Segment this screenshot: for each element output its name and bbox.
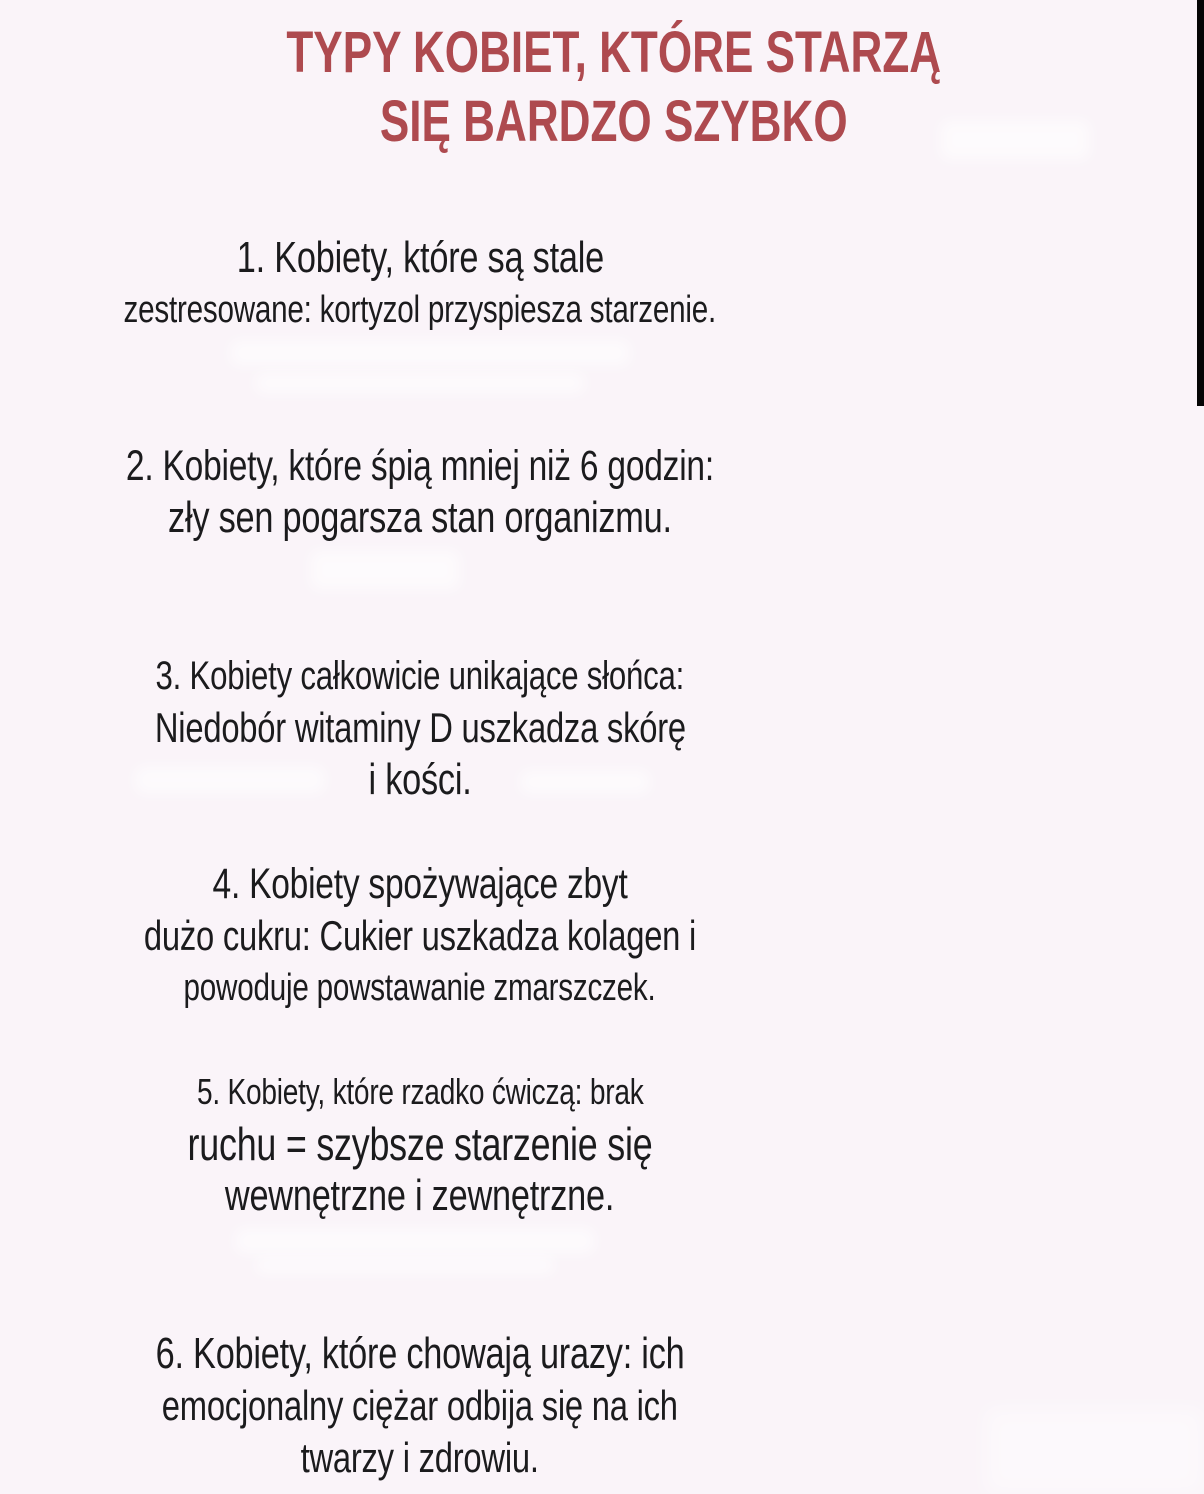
list-item-5-line-1: 5. Kobiety, które rzadko ćwiczą: brak — [196, 1071, 644, 1112]
list-item-5-line-3: wewnętrzne i zewnętrzne. — [225, 1171, 615, 1220]
list-item-1-line-2: zestresowane: kortyzol przyspiesza starzenie. — [123, 289, 717, 331]
erased-text-artifact — [255, 1256, 555, 1274]
list-item-3 — [0, 650, 840, 806]
right-edge-black-strip — [1197, 0, 1204, 406]
list-item-6-line-3: twarzy i zdrowiu. — [300, 1434, 540, 1481]
list-item-2 — [0, 440, 840, 544]
page-title-line-2: SIĘ BARDZO SZYBKO — [380, 89, 848, 154]
list-item-3-line-3: i kości. — [368, 755, 472, 804]
list-item-5-line-2: ruchu = szybsze starzenie się — [187, 1118, 653, 1170]
list-item-1-line-1: 1. Kobiety, które są stale — [236, 233, 604, 282]
list-item-6 — [0, 1328, 840, 1484]
list-item-6-line-2: emocjonalny ciężar odbija się na ich — [161, 1382, 679, 1429]
list-item-2-line-2: zły sen pogarsza stan organizmu. — [168, 493, 672, 542]
list-item-3-line-2: Niedobór witaminy D uszkadza skórę — [154, 704, 686, 751]
erased-text-artifact — [310, 550, 460, 590]
list-item-6-line-1: 6. Kobiety, które chowają urazy: ich — [155, 1329, 685, 1378]
list-item-4-line-1: 4. Kobiety spożywające zbyt — [212, 860, 628, 908]
list-item-4 — [0, 858, 840, 1014]
list-item-4-line-2: dużo cukru: Cukier uszkadza kolagen i — [143, 912, 697, 959]
list-item-1 — [0, 232, 840, 336]
page-title-line-1: TYPY KOBIET, KTÓRE STARZĄ — [286, 20, 942, 85]
list-item-4-line-3: powoduje powstawanie zmarszczek. — [184, 967, 656, 1009]
erased-text-artifact — [985, 1408, 1204, 1494]
list-item-3-line-1: 3. Kobiety całkowicie unikające słońca: — [155, 654, 685, 698]
erased-text-artifact — [230, 340, 630, 366]
erased-text-artifact — [255, 372, 585, 394]
erased-text-artifact — [235, 1228, 595, 1254]
list-item-2-line-1: 2. Kobiety, które śpią mniej niż 6 godzin: — [126, 442, 714, 490]
page-title — [12, 18, 1204, 156]
list-item-5 — [0, 1066, 840, 1222]
